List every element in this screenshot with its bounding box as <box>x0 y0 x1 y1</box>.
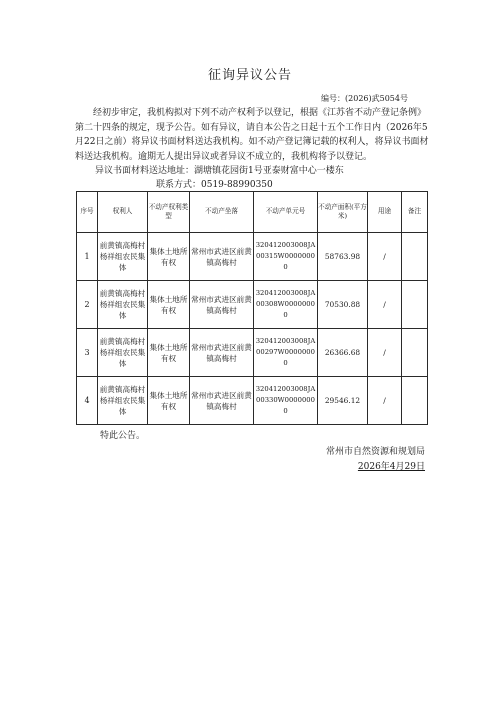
objection-address: 异议书面材料送达地址：湖塘镇花园街1号亚泰财富中心一楼东 <box>95 166 344 176</box>
table-header-row <box>77 192 428 233</box>
row-use: / <box>368 233 402 281</box>
row-owner: 前黄镇高梅村杨祥组农民集体 <box>98 329 148 377</box>
row-owner: 前黄镇高梅村杨祥组农民集体 <box>98 281 148 329</box>
row-type: 集体土地所有权 <box>148 281 190 329</box>
row-area: 29546.12 <box>318 377 368 425</box>
row-location: 常州市武进区前黄镇高梅村 <box>190 377 254 425</box>
document-number: 编号：(2026)武5054号 <box>321 94 408 103</box>
row-unit-number: 320412003008JA00330W00000000 <box>254 377 318 425</box>
row-note <box>402 329 428 377</box>
header-use: 用途 <box>368 192 402 233</box>
row-use: / <box>368 329 402 377</box>
property-table <box>76 191 428 425</box>
row-area: 58763.98 <box>318 233 368 281</box>
row-location: 常州市武进区前黄镇高梅村 <box>190 233 254 281</box>
header-area: 不动产面积(平方米) <box>318 192 368 233</box>
row-area: 26366.68 <box>318 329 368 377</box>
row-note <box>402 233 428 281</box>
table-row <box>77 329 428 377</box>
row-seq: 2 <box>77 281 98 329</box>
header-unit-number: 不动产单元号 <box>254 192 318 233</box>
row-unit-number: 320412003008JA00297W00000000 <box>254 329 318 377</box>
row-type: 集体土地所有权 <box>148 233 190 281</box>
table-row <box>77 281 428 329</box>
header-type: 不动产权利类型 <box>148 192 190 233</box>
row-location: 常州市武进区前黄镇高梅村 <box>190 281 254 329</box>
row-unit-number: 320412003008JA00315W00000000 <box>254 233 318 281</box>
header-location: 不动产坐落 <box>190 192 254 233</box>
row-seq: 4 <box>77 377 98 425</box>
row-seq: 1 <box>77 233 98 281</box>
contact-phone: 联系方式：0519-88990350 <box>156 180 273 190</box>
row-use: / <box>368 377 402 425</box>
row-type: 集体土地所有权 <box>148 377 190 425</box>
row-use: / <box>368 281 402 329</box>
row-note <box>402 281 428 329</box>
table-row <box>77 377 428 425</box>
row-type: 集体土地所有权 <box>148 329 190 377</box>
notice-paragraph: 经初步审定，我机构拟对下列不动产权利予以登记，根据《江苏省不动产登记条例》第二十四条的规定，现予公告。如有异议，请自本公告之日起十五个工作日内（2026年5月22日之前）将异议书面材料送达我机构。如不动产登记簿记载的权利人，将异议书面材料送达我机构。逾期无人提出异议或者异议不成立的，我机构将予以登记。 <box>75 108 429 162</box>
row-note <box>402 377 428 425</box>
row-owner: 前黄镇高梅村杨祥组农民集体 <box>98 233 148 281</box>
row-owner: 前黄镇高梅村杨祥组农民集体 <box>98 377 148 425</box>
row-area: 70530.88 <box>318 281 368 329</box>
table-row <box>77 233 428 281</box>
notice-title: 征询异议公告 <box>207 68 292 83</box>
header-seq: 序号 <box>77 192 98 233</box>
issue-date: 2026年4月29日 <box>357 462 425 472</box>
row-unit-number: 320412003008JA00308W00000000 <box>254 281 318 329</box>
header-note: 备注 <box>402 192 428 233</box>
row-seq: 3 <box>77 329 98 377</box>
closing-statement: 特此公告。 <box>100 431 146 441</box>
header-owner: 权利人 <box>98 192 148 233</box>
row-location: 常州市武进区前黄镇高梅村 <box>190 329 254 377</box>
issuing-authority: 常州市自然资源和规划局 <box>325 447 425 457</box>
